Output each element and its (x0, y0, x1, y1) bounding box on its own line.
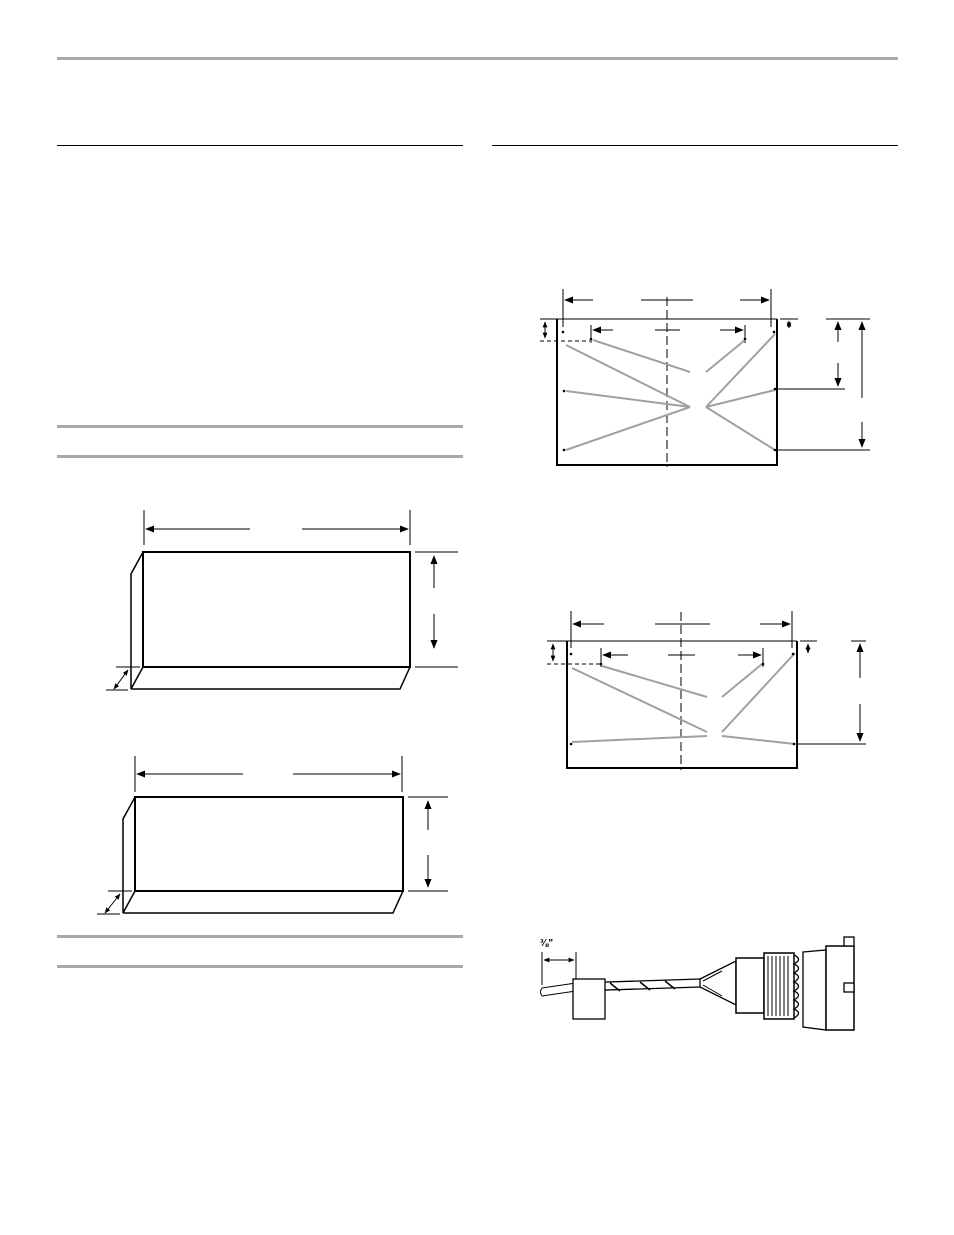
box1-height-dimension (415, 552, 458, 667)
box2-height-dimension (408, 797, 448, 891)
cord-strip-length-label: ⅜" (540, 938, 554, 949)
template1-hole-marks (562, 331, 777, 452)
box2-outline (123, 797, 403, 913)
template1-side-dimensions (540, 319, 870, 450)
template2-callout-lines (572, 653, 795, 744)
box2-depth-dimension (97, 891, 132, 914)
template2-side-dimensions (547, 641, 866, 744)
box1-outline (131, 552, 410, 689)
box1-depth-dimension (106, 667, 140, 690)
cord-strip-dimension (542, 952, 576, 985)
box1-width-dimension (144, 510, 410, 545)
cord-illustration (541, 937, 855, 1030)
template2-frame (567, 612, 797, 770)
template1-callout-lines (566, 334, 775, 450)
box2-width-dimension (135, 756, 402, 792)
